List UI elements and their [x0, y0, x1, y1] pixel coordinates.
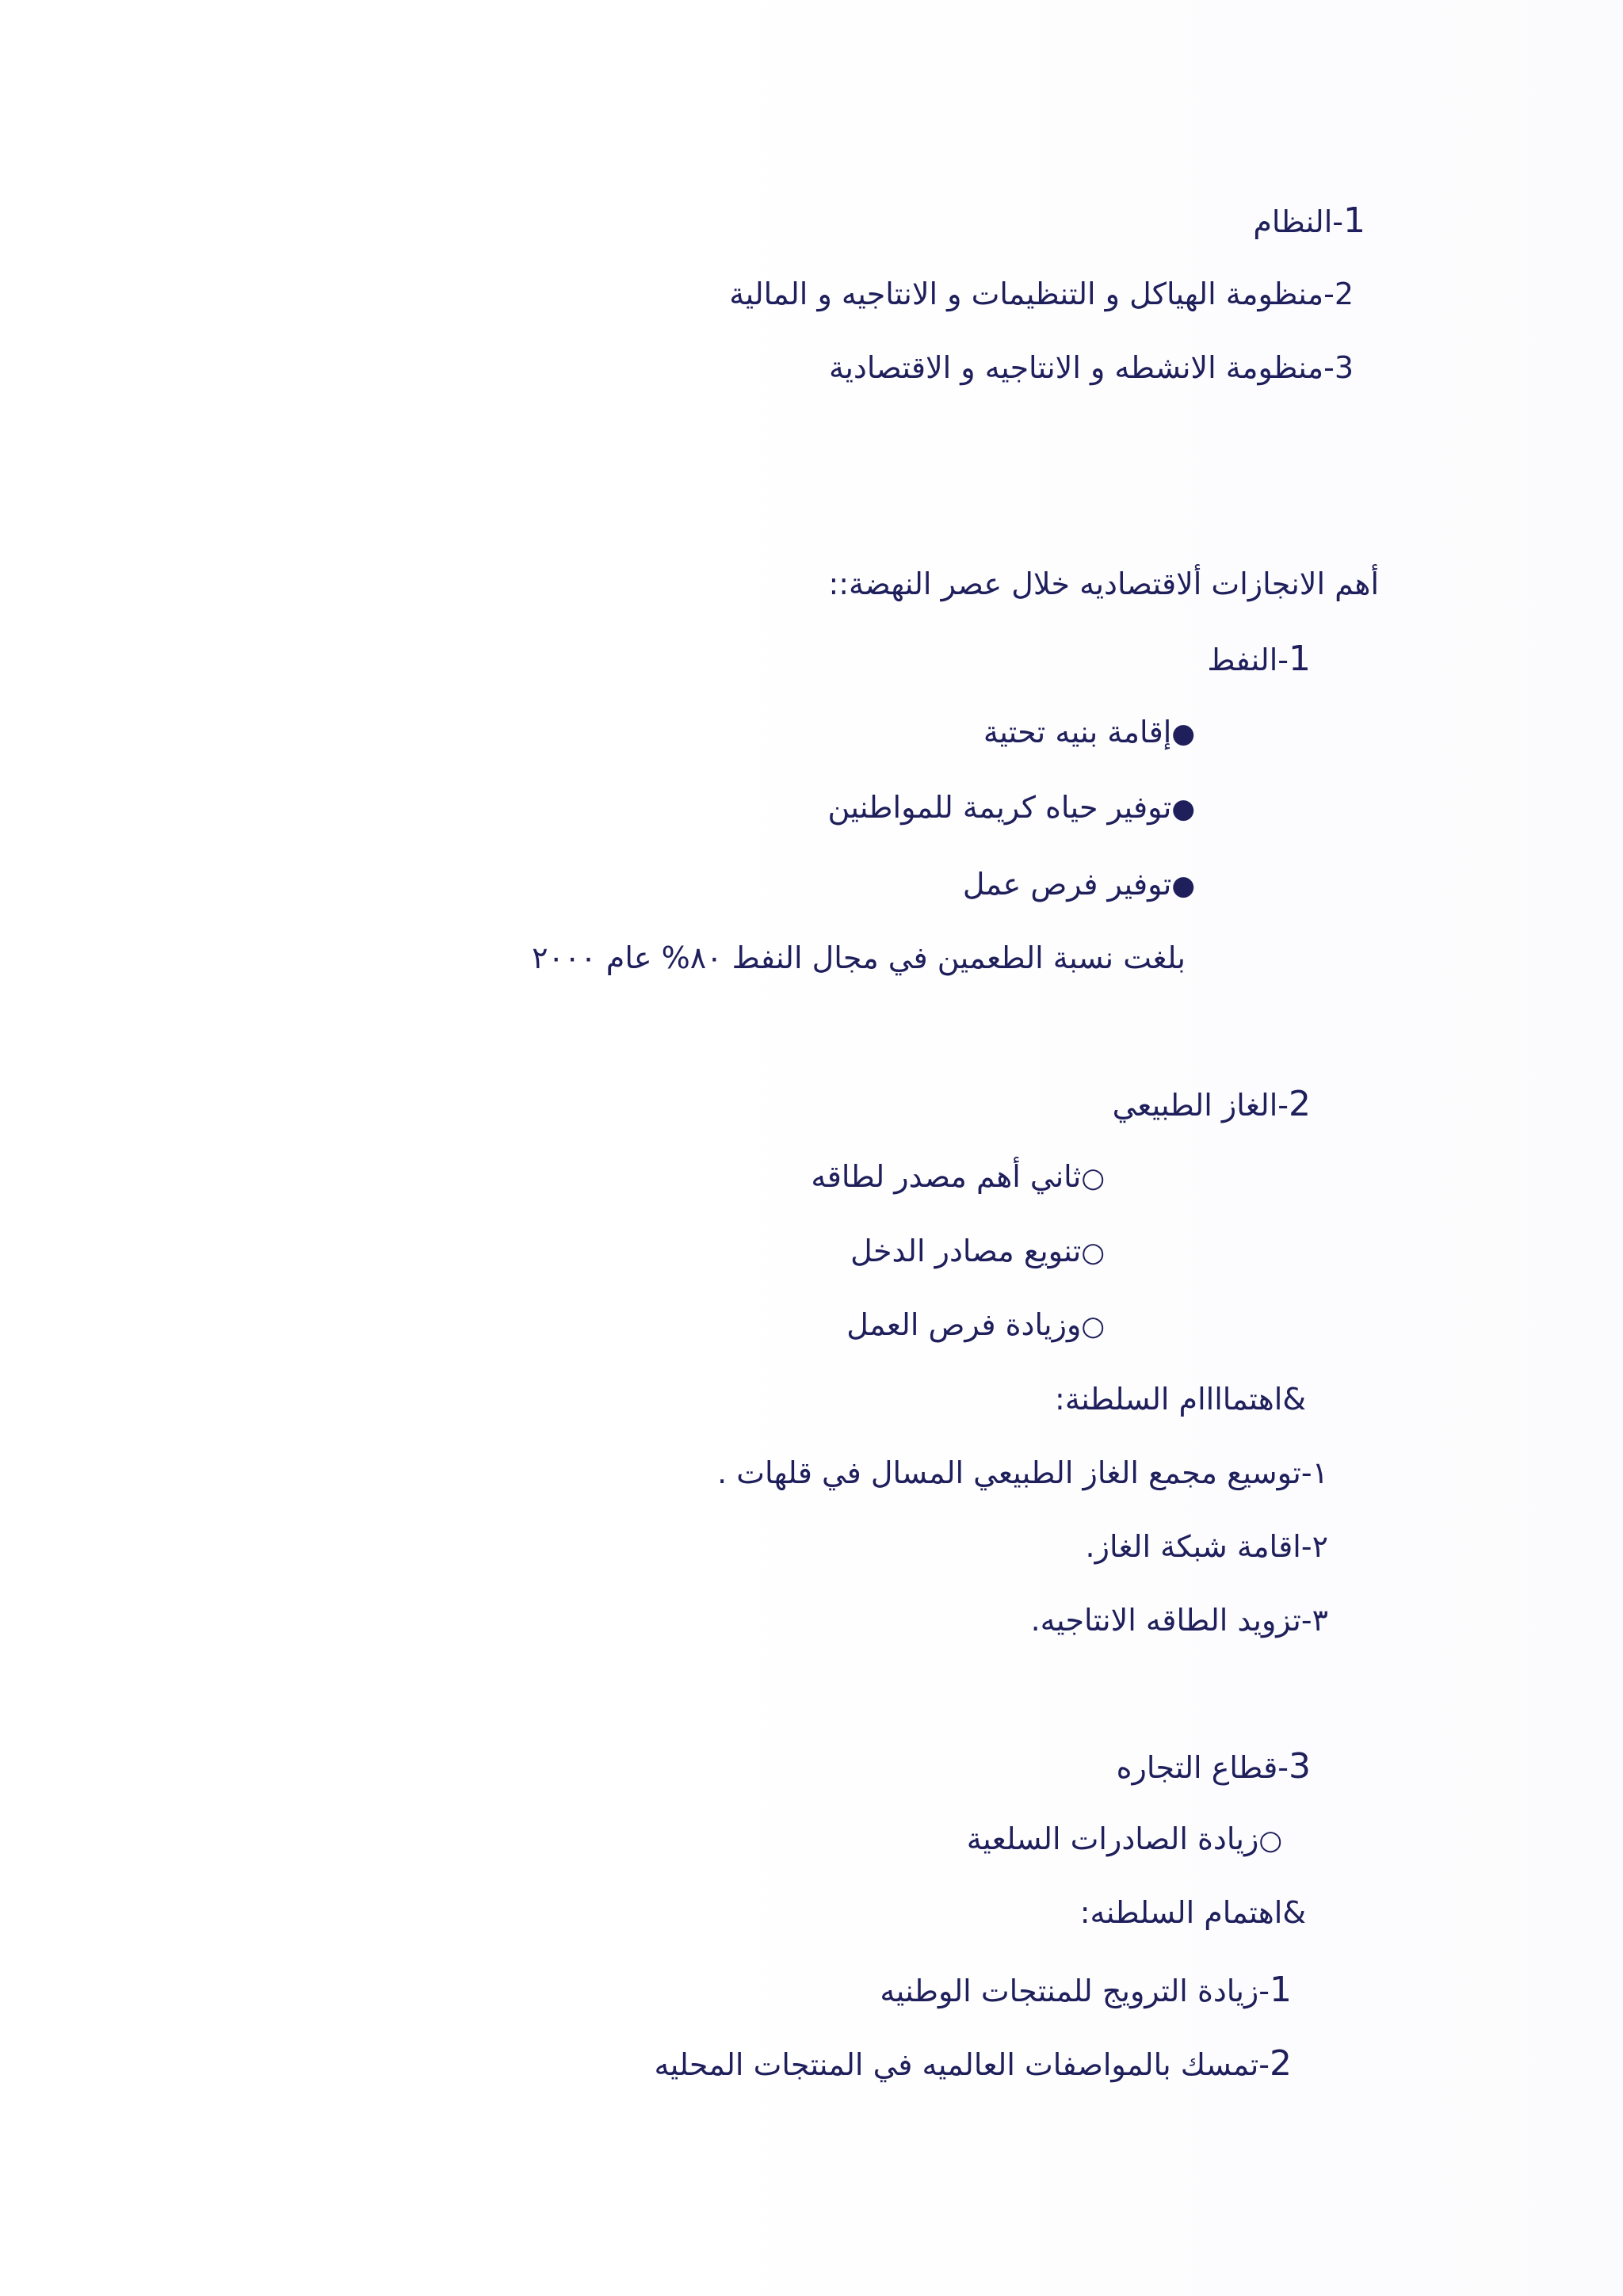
item-text: -منظومة الانشطه و الانتاجيه و الاقتصادية: [828, 350, 1335, 385]
trade-title: [1116, 1746, 1311, 1787]
bullet-text: زيادة الصادرات السلعية: [966, 1821, 1259, 1856]
bullet-text: تنويع مصادر الدخل: [850, 1234, 1082, 1268]
trade-number: 3: [1289, 1746, 1311, 1787]
item-number: 3: [1334, 350, 1354, 385]
oil-note: بلغت نسبة الطعمين في مجال النفط ٨٠% عام ٢٠٠٠: [532, 940, 1186, 975]
bullet-text: وزيادة فرص العمل: [846, 1307, 1082, 1342]
gas-interest-heading: &اهتماااام السلطنة:: [1055, 1382, 1306, 1417]
gas-bullet-2: [850, 1236, 1105, 1266]
system-item-1: [1253, 200, 1365, 241]
gas-interest-item-3: ٣-تزويد الطاقه الانتاجيه.: [1030, 1603, 1328, 1638]
gas-bullet-3: [846, 1307, 1105, 1342]
bullet-text: ثاني أهم مصدر لطاقه: [811, 1159, 1082, 1194]
system-item-2: [729, 279, 1354, 309]
oil-title-text: -النفط: [1207, 643, 1289, 677]
system-item-3: [828, 350, 1354, 385]
page-background: [688, 0, 1623, 2296]
gas-number: 2: [1289, 1084, 1311, 1124]
oil-number: 1: [1289, 639, 1311, 679]
hollow-bullet-icon: ○: [1258, 1825, 1282, 1856]
filled-bullet-icon: ●: [1171, 793, 1195, 825]
trade-bullet-1: [966, 1821, 1282, 1856]
gas-bullet-1: [811, 1161, 1105, 1192]
bullet-text: توفير حياه كريمة للمواطنين: [827, 790, 1172, 825]
hollow-bullet-icon: ○: [1081, 1310, 1105, 1342]
gas-title-text: -الغاز الطبيعي: [1112, 1088, 1289, 1123]
trade-interest-heading: &اهتمام السلطنه:: [1079, 1895, 1306, 1930]
achievements-heading: أهم الانجازات ألاقتصاديه خلال عصر النهضة::: [828, 566, 1379, 601]
filled-bullet-icon: ●: [1171, 718, 1195, 749]
gas-interest-item-1: ١-توسيع مجمع الغاز الطبيعي المسال في قلهات .: [717, 1455, 1328, 1490]
oil-bullet-1: [983, 717, 1195, 747]
oil-bullet-2: [827, 790, 1195, 825]
oil-bullet-3: [962, 867, 1195, 902]
gas-title: [1112, 1084, 1311, 1124]
hollow-bullet-icon: ○: [1081, 1237, 1105, 1268]
bullet-text: إقامة بنيه تحتية: [983, 715, 1172, 749]
hollow-bullet-icon: ○: [1081, 1162, 1105, 1194]
trade-title-text: -قطاع التجاره: [1116, 1750, 1289, 1785]
filled-bullet-icon: ●: [1171, 870, 1195, 902]
gas-interest-item-2: ٢-اقامة شبكة الغاز.: [1085, 1529, 1328, 1564]
item-number: 2: [1270, 2043, 1292, 2084]
item-number: 2: [1334, 277, 1354, 311]
oil-title: [1207, 639, 1311, 679]
item-number: 1: [1270, 1970, 1292, 2010]
trade-interest-item-2: [654, 2043, 1292, 2084]
item-number: 1: [1343, 200, 1365, 241]
item-text: -النظام: [1253, 204, 1343, 239]
item-text: -منظومة الهياكل و التنظيمات و الانتاجيه و المالية: [729, 277, 1335, 311]
trade-interest-item-1: [880, 1970, 1292, 2010]
bullet-text: توفير فرص عمل: [962, 867, 1172, 902]
item-text: -زيادة الترويج للمنتجات الوطنيه: [880, 1974, 1270, 2008]
item-text: -تمسك بالمواصفات العالميه في المنتجات المحليه: [654, 2047, 1270, 2082]
